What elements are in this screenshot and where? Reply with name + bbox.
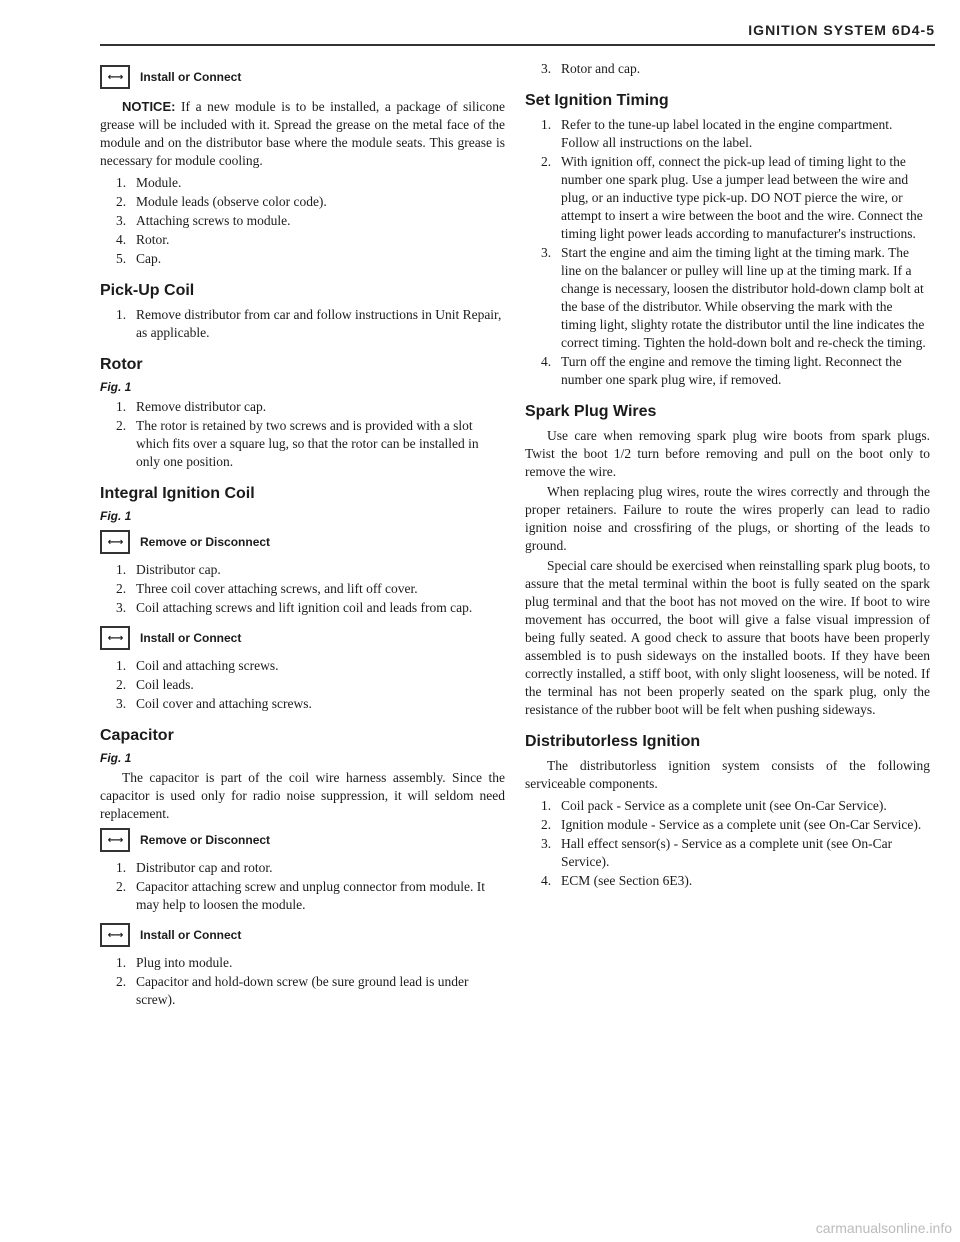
remove-arrow-icon: ←→ xyxy=(100,828,130,852)
capacitor-paragraph: The capacitor is part of the coil wire harness assembly. Since the capacitor is used only for radio noise suppression, it will seldom need replacement. xyxy=(100,770,505,821)
list-item: 4. Rotor. xyxy=(116,232,170,247)
pickup-list xyxy=(100,306,505,342)
page-header xyxy=(100,10,935,46)
list-item: 1. Remove distributor cap. xyxy=(116,399,267,414)
list-item: 2. Capacitor and hold-down screw (be sure ground lead is under screw). xyxy=(116,974,469,1007)
list-item: 3. Start the engine and aim the timing light at the timing mark. The line on the balancer or pulley will line up at the timing mark. If a change is necessary, loosen the distributor hold-down clamp bolt at the base of the distributor. While observing the mark with the timing light, slighty rotate the distributor until the line indicates the correct timing. Tighten the hold-down bolt and re-check the timing. xyxy=(541,245,926,350)
capacitor-install-list xyxy=(100,954,505,1009)
list-item: 1. Distributor cap. xyxy=(116,562,221,577)
list-item: 3. Attaching screws to module. xyxy=(116,213,291,228)
pickup-coil-heading: Pick-Up Coil xyxy=(100,282,195,299)
left-column xyxy=(100,62,505,1015)
coil-remove-heading: ←→ Remove or Disconnect xyxy=(100,527,505,557)
list-item: 1. Module. xyxy=(116,175,182,190)
install-arrow-icon: ←→ xyxy=(100,923,130,947)
capacitor-remove-heading: ←→ Remove or Disconnect xyxy=(100,825,505,855)
distributorless-paragraph: The distributorless ignition system consists of the following serviceable components. xyxy=(525,758,930,791)
list-item: 4. ECM (see Section 6E3). xyxy=(541,873,693,888)
list-item: 1. Distributor cap and rotor. xyxy=(116,860,273,875)
coil-fig-ref: Fig. 1 xyxy=(100,509,132,523)
page-title: IGNITION SYSTEM 6D4-5 xyxy=(748,22,935,38)
distributorless-heading: Distributorless Ignition xyxy=(525,733,701,750)
list-item: 4. Turn off the engine and remove the timing light. Reconnect the number one spark plug wire, if removed. xyxy=(541,354,902,387)
right-column xyxy=(525,58,930,896)
list-item: 1. Remove distributor from car and follow instructions in Unit Repair, as applicable. xyxy=(116,307,502,340)
spark-paragraph-2: When replacing plug wires, route the wires correctly and through the proper retainers. Failure to route the wires properly can lead to radio ignition noise and crossfiring of the plugs, or shorting of the leads to ground. xyxy=(525,484,930,553)
coil-install-heading: ←→ Install or Connect xyxy=(100,623,505,653)
remove-arrow-icon: ←→ xyxy=(100,530,130,554)
header-rule xyxy=(100,44,935,46)
list-item: 2. With ignition off, connect the pick-up lead of timing light to the number one spark plug. Use a jumper lead between the wire and plug, or an inductive type pick-up. DO NOT pierce the wire, or attempt to insert a wire between the boot and the wire. Connect the timing light power leads according to manufacturer's instructions. xyxy=(541,154,923,241)
install-list xyxy=(100,174,505,268)
capacitor-heading: Capacitor xyxy=(100,727,174,744)
list-item: 2. Ignition module - Service as a complete unit (see On-Car Service). xyxy=(541,817,922,832)
coil-remove-list xyxy=(100,561,505,617)
list-item: 1. Coil and attaching screws. xyxy=(116,658,279,673)
install-arrow-icon: ←→ xyxy=(100,626,130,650)
ignition-coil-heading: Integral Ignition Coil xyxy=(100,485,255,502)
notice-paragraph xyxy=(100,98,505,170)
list-item: 3. Coil cover and attaching screws. xyxy=(116,696,312,711)
rotor-list xyxy=(100,398,505,471)
install-heading xyxy=(100,62,505,92)
list-item: 2. Module leads (observe color code). xyxy=(116,194,327,209)
install-arrow-icon: ←→ xyxy=(100,65,130,89)
notice-text: If a new module is to be installed, a package of silicone grease will be included with it. Spread the grease on the metal face of the module and on the distributor base where the module seats. This grease is necessary for module cooling. xyxy=(100,99,505,168)
coil-install-list xyxy=(100,657,505,713)
rotor-fig-ref: Fig. 1 xyxy=(100,380,132,394)
watermark: carmanualsonline.info xyxy=(815,1220,952,1236)
install-heading-label: Install or Connect xyxy=(140,70,242,84)
distributorless-list xyxy=(525,797,930,890)
continued-list xyxy=(525,60,930,78)
list-item: 2. The rotor is retained by two screws and is provided with a slot which fits over a square lug, so that the rotor can be installed in only one position. xyxy=(116,418,479,469)
list-item: 2. Capacitor attaching screw and unplug connector from module. It may help to loosen the module. xyxy=(116,879,486,912)
capacitor-install-heading: ←→ Install or Connect xyxy=(100,920,505,950)
list-item: 3. Hall effect sensor(s) - Service as a complete unit (see On-Car Service). xyxy=(541,836,893,869)
list-item: 1. Coil pack - Service as a complete unit (see On-Car Service). xyxy=(541,798,887,813)
set-timing-heading: Set Ignition Timing xyxy=(525,92,669,109)
spark-paragraph-3: Special care should be exercised when reinstalling spark plug boots, to assure that the metal terminal within the boot is fully seated on the spark plug terminal and that the boot has not moved on the wire. If boot to wire movement has occurred, the boot will give a false visual impression of being fully seated. A good check to assure that boots have been properly assembled is to push sideways on the installed boots. If they have been correctly installed, a stiff boot, with only slight looseness, will be noted. If the terminal has not been properly seated on the spark plug, only the resistance of the rubber boot will be felt when pushing sideways. xyxy=(525,558,930,717)
list-item: 3. Rotor and cap. xyxy=(541,61,641,76)
list-item: 1. Refer to the tune-up label located in the engine compartment. Follow all instructions on the label. xyxy=(541,117,893,150)
notice-label: NOTICE: xyxy=(122,99,176,114)
spark-paragraph-1: Use care when removing spark plug wire boots from spark plugs. Twist the boot 1/2 turn before removing and pull on the boot only to remove the wire. xyxy=(525,428,930,479)
spark-plug-wires-heading: Spark Plug Wires xyxy=(525,403,657,420)
timing-list xyxy=(525,116,930,389)
list-item: 2. Coil leads. xyxy=(116,677,194,692)
list-item: 3. Coil attaching screws and lift ignition coil and leads from cap. xyxy=(116,600,473,615)
list-item: 5. Cap. xyxy=(116,251,162,266)
list-item: 2. Three coil cover attaching screws, and lift off cover. xyxy=(116,581,418,596)
list-item: 1. Plug into module. xyxy=(116,955,233,970)
rotor-heading: Rotor xyxy=(100,356,143,373)
capacitor-fig-ref: Fig. 1 xyxy=(100,751,132,765)
capacitor-remove-list xyxy=(100,859,505,914)
